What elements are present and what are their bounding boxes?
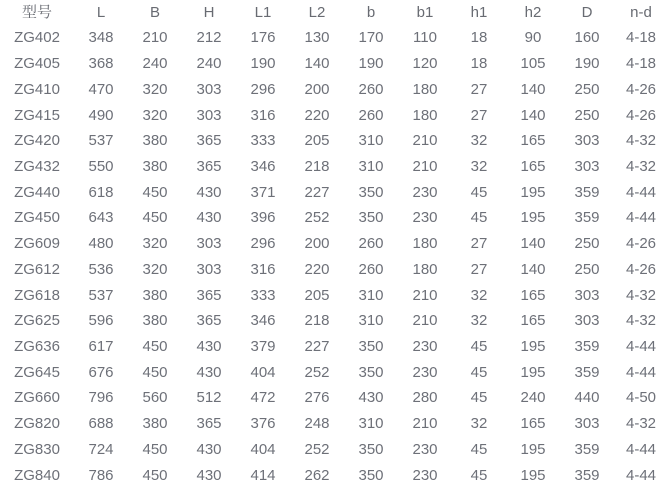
value-cell: 365 — [182, 411, 236, 437]
value-cell: 365 — [182, 308, 236, 334]
value-cell: 160 — [560, 25, 614, 51]
value-cell: 4-44 — [614, 205, 668, 231]
table-row — [0, 334, 668, 360]
value-cell: 346 — [236, 154, 290, 180]
header-cell-model: 型号 — [0, 0, 74, 25]
value-cell: 368 — [74, 51, 128, 77]
value-cell: 4-26 — [614, 256, 668, 282]
value-cell: 350 — [344, 437, 398, 463]
value-cell: 180 — [398, 102, 452, 128]
value-cell: 536 — [74, 256, 128, 282]
model-cell: ZG440 — [0, 179, 74, 205]
value-cell: 250 — [560, 76, 614, 102]
value-cell: 316 — [236, 102, 290, 128]
value-cell: 320 — [128, 76, 182, 102]
value-cell: 250 — [560, 231, 614, 257]
value-cell: 250 — [560, 102, 614, 128]
value-cell: 320 — [128, 102, 182, 128]
value-cell: 220 — [290, 102, 344, 128]
value-cell: 195 — [506, 437, 560, 463]
value-cell: 180 — [398, 231, 452, 257]
value-cell: 240 — [128, 51, 182, 77]
value-cell: 380 — [128, 411, 182, 437]
header-cell-H: H — [182, 0, 236, 25]
value-cell: 45 — [452, 205, 506, 231]
value-cell: 105 — [506, 51, 560, 77]
value-cell: 430 — [182, 205, 236, 231]
value-cell: 230 — [398, 359, 452, 385]
value-cell: 140 — [506, 256, 560, 282]
value-cell: 333 — [236, 128, 290, 154]
value-cell: 165 — [506, 128, 560, 154]
value-cell: 316 — [236, 256, 290, 282]
table-row — [0, 128, 668, 154]
value-cell: 303 — [560, 282, 614, 308]
value-cell: 195 — [506, 462, 560, 488]
table-row — [0, 102, 668, 128]
model-cell: ZG660 — [0, 385, 74, 411]
table-row — [0, 154, 668, 180]
value-cell: 195 — [506, 205, 560, 231]
value-cell: 252 — [290, 437, 344, 463]
value-cell: 430 — [182, 462, 236, 488]
value-cell: 18 — [452, 51, 506, 77]
model-cell: ZG618 — [0, 282, 74, 308]
value-cell: 32 — [452, 128, 506, 154]
value-cell: 212 — [182, 25, 236, 51]
value-cell: 248 — [290, 411, 344, 437]
header-cell-D: D — [560, 0, 614, 25]
value-cell: 303 — [560, 411, 614, 437]
value-cell: 210 — [398, 308, 452, 334]
value-cell: 480 — [74, 231, 128, 257]
value-cell: 195 — [506, 334, 560, 360]
header-cell-nd: n-d — [614, 0, 668, 25]
value-cell: 303 — [182, 102, 236, 128]
value-cell: 260 — [344, 231, 398, 257]
value-cell: 4-32 — [614, 282, 668, 308]
header-cell-b1: b1 — [398, 0, 452, 25]
value-cell: 4-44 — [614, 462, 668, 488]
value-cell: 430 — [344, 385, 398, 411]
value-cell: 296 — [236, 76, 290, 102]
value-cell: 45 — [452, 334, 506, 360]
value-cell: 190 — [560, 51, 614, 77]
value-cell: 4-26 — [614, 102, 668, 128]
value-cell: 450 — [128, 437, 182, 463]
model-cell: ZG830 — [0, 437, 74, 463]
value-cell: 796 — [74, 385, 128, 411]
value-cell: 350 — [344, 205, 398, 231]
value-cell: 165 — [506, 308, 560, 334]
value-cell: 32 — [452, 411, 506, 437]
value-cell: 110 — [398, 25, 452, 51]
value-cell: 280 — [398, 385, 452, 411]
value-cell: 550 — [74, 154, 128, 180]
table-row — [0, 231, 668, 257]
value-cell: 560 — [128, 385, 182, 411]
value-cell: 450 — [128, 205, 182, 231]
table-row — [0, 51, 668, 77]
value-cell: 230 — [398, 179, 452, 205]
value-cell: 350 — [344, 462, 398, 488]
value-cell: 4-32 — [614, 154, 668, 180]
value-cell: 227 — [290, 179, 344, 205]
value-cell: 45 — [452, 359, 506, 385]
value-cell: 430 — [182, 179, 236, 205]
value-cell: 4-18 — [614, 51, 668, 77]
value-cell: 230 — [398, 334, 452, 360]
table-row — [0, 25, 668, 51]
value-cell: 379 — [236, 334, 290, 360]
value-cell: 430 — [182, 334, 236, 360]
value-cell: 4-26 — [614, 231, 668, 257]
value-cell: 490 — [74, 102, 128, 128]
value-cell: 210 — [398, 154, 452, 180]
model-cell: ZG840 — [0, 462, 74, 488]
value-cell: 450 — [128, 179, 182, 205]
value-cell: 45 — [452, 437, 506, 463]
value-cell: 365 — [182, 154, 236, 180]
value-cell: 310 — [344, 411, 398, 437]
value-cell: 32 — [452, 308, 506, 334]
value-cell: 218 — [290, 154, 344, 180]
model-cell: ZG625 — [0, 308, 74, 334]
value-cell: 333 — [236, 282, 290, 308]
value-cell: 230 — [398, 205, 452, 231]
value-cell: 346 — [236, 308, 290, 334]
value-cell: 359 — [560, 359, 614, 385]
value-cell: 350 — [344, 334, 398, 360]
value-cell: 688 — [74, 411, 128, 437]
value-cell: 348 — [74, 25, 128, 51]
value-cell: 537 — [74, 128, 128, 154]
value-cell: 240 — [182, 51, 236, 77]
model-cell: ZG612 — [0, 256, 74, 282]
value-cell: 32 — [452, 154, 506, 180]
value-cell: 404 — [236, 437, 290, 463]
value-cell: 380 — [128, 308, 182, 334]
value-cell: 350 — [344, 359, 398, 385]
value-cell: 472 — [236, 385, 290, 411]
value-cell: 120 — [398, 51, 452, 77]
value-cell: 130 — [290, 25, 344, 51]
table-row — [0, 462, 668, 488]
model-cell: ZG405 — [0, 51, 74, 77]
value-cell: 45 — [452, 385, 506, 411]
header-cell-b: b — [344, 0, 398, 25]
value-cell: 262 — [290, 462, 344, 488]
value-cell: 537 — [74, 282, 128, 308]
model-cell: ZG636 — [0, 334, 74, 360]
value-cell: 165 — [506, 282, 560, 308]
value-cell: 310 — [344, 308, 398, 334]
value-cell: 4-18 — [614, 25, 668, 51]
value-cell: 380 — [128, 128, 182, 154]
value-cell: 218 — [290, 308, 344, 334]
value-cell: 190 — [236, 51, 290, 77]
value-cell: 724 — [74, 437, 128, 463]
value-cell: 430 — [182, 359, 236, 385]
value-cell: 296 — [236, 231, 290, 257]
value-cell: 190 — [344, 51, 398, 77]
header-cell-L: L — [74, 0, 128, 25]
value-cell: 180 — [398, 256, 452, 282]
value-cell: 396 — [236, 205, 290, 231]
model-cell: ZG645 — [0, 359, 74, 385]
value-cell: 380 — [128, 282, 182, 308]
table-row — [0, 411, 668, 437]
value-cell: 27 — [452, 231, 506, 257]
value-cell: 230 — [398, 462, 452, 488]
header-cell-h2: h2 — [506, 0, 560, 25]
value-cell: 32 — [452, 282, 506, 308]
model-cell: ZG420 — [0, 128, 74, 154]
model-cell: ZG450 — [0, 205, 74, 231]
header-cell-B: B — [128, 0, 182, 25]
value-cell: 617 — [74, 334, 128, 360]
value-cell: 676 — [74, 359, 128, 385]
header-cell-L2: L2 — [290, 0, 344, 25]
table-row — [0, 437, 668, 463]
table-body — [0, 25, 668, 488]
model-cell: ZG410 — [0, 76, 74, 102]
value-cell: 165 — [506, 154, 560, 180]
value-cell: 4-44 — [614, 334, 668, 360]
value-cell: 4-26 — [614, 76, 668, 102]
value-cell: 310 — [344, 282, 398, 308]
table-row — [0, 76, 668, 102]
value-cell: 470 — [74, 76, 128, 102]
value-cell: 310 — [344, 128, 398, 154]
value-cell: 430 — [182, 437, 236, 463]
value-cell: 4-32 — [614, 411, 668, 437]
value-cell: 170 — [344, 25, 398, 51]
value-cell: 27 — [452, 76, 506, 102]
value-cell: 303 — [560, 128, 614, 154]
value-cell: 260 — [344, 102, 398, 128]
value-cell: 359 — [560, 437, 614, 463]
value-cell: 90 — [506, 25, 560, 51]
value-cell: 450 — [128, 334, 182, 360]
table-row — [0, 359, 668, 385]
table-row — [0, 179, 668, 205]
value-cell: 252 — [290, 205, 344, 231]
table-row — [0, 256, 668, 282]
value-cell: 27 — [452, 256, 506, 282]
value-cell: 210 — [398, 411, 452, 437]
value-cell: 260 — [344, 76, 398, 102]
value-cell: 205 — [290, 128, 344, 154]
model-cell: ZG820 — [0, 411, 74, 437]
value-cell: 240 — [506, 385, 560, 411]
value-cell: 140 — [506, 76, 560, 102]
value-cell: 230 — [398, 437, 452, 463]
value-cell: 359 — [560, 462, 614, 488]
value-cell: 4-32 — [614, 308, 668, 334]
value-cell: 365 — [182, 128, 236, 154]
value-cell: 512 — [182, 385, 236, 411]
value-cell: 310 — [344, 154, 398, 180]
value-cell: 320 — [128, 256, 182, 282]
value-cell: 260 — [344, 256, 398, 282]
value-cell: 365 — [182, 282, 236, 308]
value-cell: 350 — [344, 179, 398, 205]
value-cell: 180 — [398, 76, 452, 102]
model-cell: ZG609 — [0, 231, 74, 257]
header-cell-h1: h1 — [452, 0, 506, 25]
value-cell: 303 — [182, 76, 236, 102]
value-cell: 450 — [128, 462, 182, 488]
value-cell: 4-44 — [614, 179, 668, 205]
table-row — [0, 385, 668, 411]
value-cell: 303 — [560, 154, 614, 180]
model-cell: ZG415 — [0, 102, 74, 128]
header-cell-L1: L1 — [236, 0, 290, 25]
value-cell: 220 — [290, 256, 344, 282]
value-cell: 618 — [74, 179, 128, 205]
value-cell: 359 — [560, 205, 614, 231]
value-cell: 165 — [506, 411, 560, 437]
model-cell: ZG432 — [0, 154, 74, 180]
value-cell: 450 — [128, 359, 182, 385]
value-cell: 205 — [290, 282, 344, 308]
value-cell: 404 — [236, 359, 290, 385]
value-cell: 18 — [452, 25, 506, 51]
value-cell: 414 — [236, 462, 290, 488]
value-cell: 140 — [506, 231, 560, 257]
value-cell: 227 — [290, 334, 344, 360]
value-cell: 380 — [128, 154, 182, 180]
value-cell: 27 — [452, 102, 506, 128]
value-cell: 643 — [74, 205, 128, 231]
value-cell: 176 — [236, 25, 290, 51]
value-cell: 252 — [290, 359, 344, 385]
value-cell: 4-44 — [614, 359, 668, 385]
table-row — [0, 308, 668, 334]
value-cell: 303 — [182, 256, 236, 282]
value-cell: 195 — [506, 359, 560, 385]
value-cell: 596 — [74, 308, 128, 334]
value-cell: 210 — [398, 282, 452, 308]
value-cell: 440 — [560, 385, 614, 411]
value-cell: 276 — [290, 385, 344, 411]
value-cell: 140 — [290, 51, 344, 77]
value-cell: 250 — [560, 256, 614, 282]
value-cell: 200 — [290, 76, 344, 102]
value-cell: 4-50 — [614, 385, 668, 411]
value-cell: 200 — [290, 231, 344, 257]
value-cell: 371 — [236, 179, 290, 205]
value-cell: 359 — [560, 334, 614, 360]
value-cell: 359 — [560, 179, 614, 205]
value-cell: 210 — [398, 128, 452, 154]
value-cell: 303 — [560, 308, 614, 334]
value-cell: 45 — [452, 462, 506, 488]
value-cell: 45 — [452, 179, 506, 205]
value-cell: 195 — [506, 179, 560, 205]
value-cell: 786 — [74, 462, 128, 488]
value-cell: 4-32 — [614, 128, 668, 154]
value-cell: 4-44 — [614, 437, 668, 463]
table-row — [0, 282, 668, 308]
value-cell: 320 — [128, 231, 182, 257]
value-cell: 210 — [128, 25, 182, 51]
table-row — [0, 205, 668, 231]
value-cell: 303 — [182, 231, 236, 257]
header-row — [0, 0, 668, 25]
model-cell: ZG402 — [0, 25, 74, 51]
value-cell: 140 — [506, 102, 560, 128]
value-cell: 376 — [236, 411, 290, 437]
table-header — [0, 0, 668, 25]
